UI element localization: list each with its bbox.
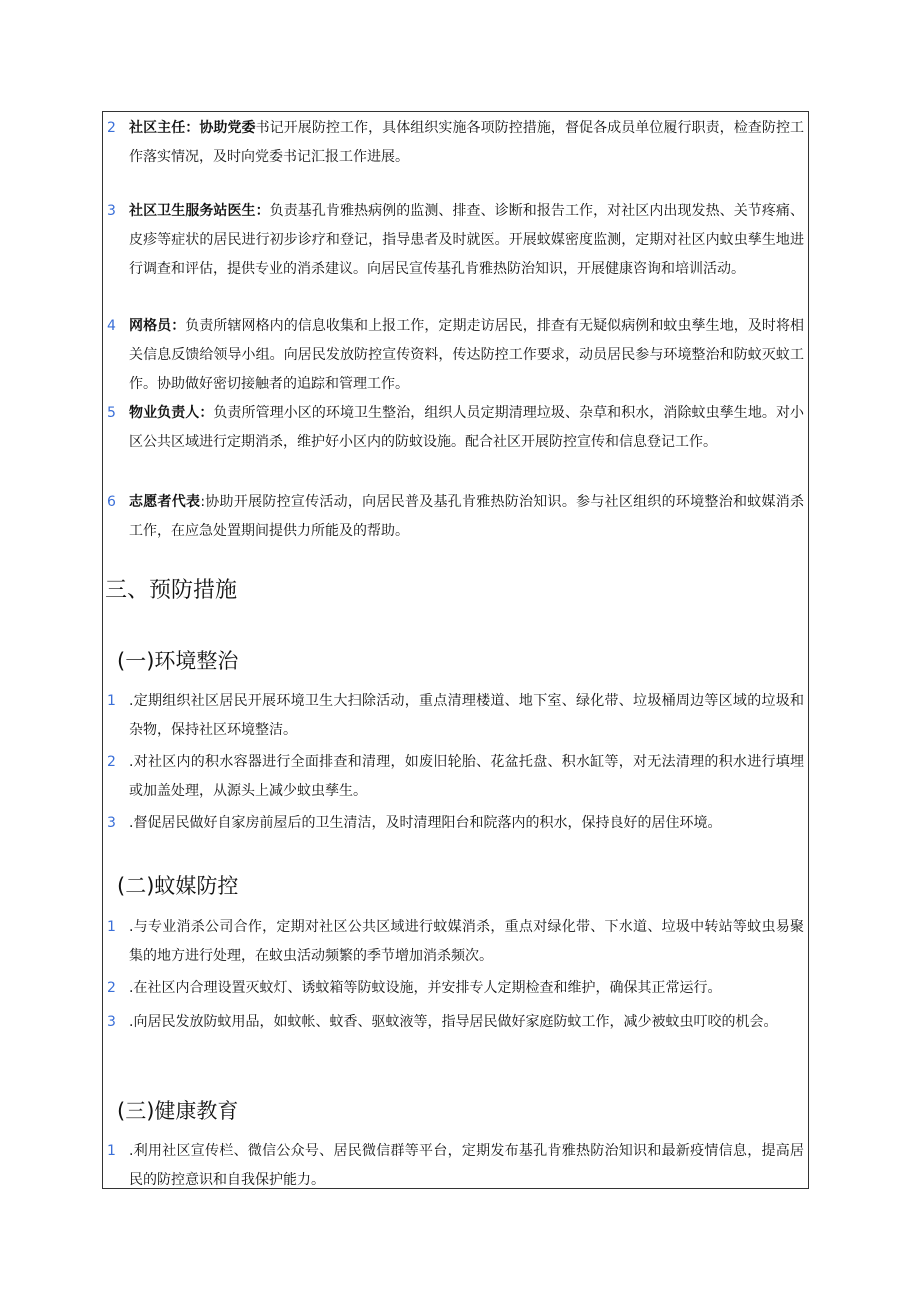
duty-item — [103, 488, 810, 546]
duty-text: 负责所管理小区的环境卫生整治，组织人员定期清理垃圾、杂草和积水，消除蚊虫孳生地。对小区公共区域进行定期消杀，维护好小区内的防蚊设施。配合社区开展防控宣传和信息登记工作。 — [129, 405, 805, 450]
list-item-text: .在社区内合理设置灭蚊灯、诱蚊箱等防蚊设施，并安排专人定期检查和维护，确保其正常运行。 — [129, 980, 722, 996]
list-item — [103, 913, 810, 971]
role-label: 社区卫生服务站医生： — [129, 203, 270, 219]
list-item-text: .督促居民做好自家房前屋后的卫生清洁，及时清理阳台和院落内的积水，保持良好的居住环境。 — [129, 815, 722, 831]
role-label: 志愿者代表 — [129, 494, 201, 510]
role-label: 社区主任：协助党委 — [129, 120, 256, 136]
list-item — [103, 1008, 810, 1037]
list-number: 2 — [107, 980, 116, 996]
role-label: 物业负责人： — [129, 405, 214, 421]
subsection-title-environment: (一)环境整治 — [117, 649, 239, 673]
list-item — [103, 687, 810, 745]
list-number: 2 — [107, 754, 116, 770]
duty-text: 书记开展防控工作，具体组织实施各项防控措施，督促各成员单位履行职责，检查防控工作落实情况，及时向党委书记汇报工作进展。 — [129, 120, 805, 165]
list-number: 3 — [107, 1014, 116, 1030]
duty-item — [103, 312, 810, 399]
subsection-title-health-education: (三)健康教育 — [117, 1099, 239, 1123]
list-number: 3 — [107, 815, 116, 831]
list-number: 6 — [107, 494, 116, 510]
list-item-text: .利用社区宣传栏、微信公众号、居民微信群等平台，定期发布基孔肯雅热防治知识和最新疫情信息，提高居民的防控意识和自我保护能力。 — [129, 1143, 804, 1188]
list-item-text: .与专业消杀公司合作，定期对社区公共区域进行蚊媒消杀，重点对绿化带、下水道、垃圾中转站等蚊虫易聚集的地方进行处理，在蚊虫活动频繁的季节增加消杀频次。 — [129, 919, 804, 964]
list-item-text: .定期组织社区居民开展环境卫生大扫除活动，重点清理楼道、地下室、绿化带、垃圾桶周边等区域的垃圾和杂物，保持社区环境整洁。 — [129, 693, 804, 738]
list-item-text: .向居民发放防蚊用品，如蚊帐、蚊香、驱蚊液等，指导居民做好家庭防蚊工作，减少被蚊虫叮咬的机会。 — [129, 1014, 778, 1030]
role-label: 网格员： — [129, 318, 186, 334]
list-item — [103, 1137, 810, 1195]
duty-item — [103, 197, 810, 284]
duty-text: :协助开展防控宣传活动，向居民普及基孔肯雅热防治知识。参与社区组织的环境整治和蚊媒消杀工作，在应急处置期间提供力所能及的帮助。 — [129, 494, 805, 539]
list-number: 2 — [107, 120, 116, 136]
document-frame — [102, 111, 809, 1189]
subsection-title-vector-control: (二)蚊媒防控 — [117, 874, 239, 898]
list-item — [103, 974, 810, 1003]
list-item — [103, 809, 810, 838]
list-number: 1 — [107, 693, 116, 709]
duty-text: 负责基孔肯雅热病例的监测、排查、诊断和报告工作，对社区内出现发热、关节疼痛、皮疹等症状的居民进行初步诊疗和登记，指导患者及时就医。开展蚊媒密度监测，定期对社区内蚊虫孳生地进行调查和评估，提供专业的消杀建议。向居民宣传基孔肯雅热防治知识，开展健康咨询和培训活动。 — [129, 203, 804, 277]
list-number: 1 — [107, 919, 116, 935]
list-number: 4 — [107, 318, 116, 334]
duty-item — [103, 399, 810, 457]
duty-item — [103, 114, 810, 172]
duty-text: 负责所辖网格内的信息收集和上报工作，定期走访居民，排查有无疑似病例和蚊虫孳生地，及时将相关信息反馈给领导小组。向居民发放防控宣传资料，传达防控工作要求，动员居民参与环境整治和防蚊灭蚊工作。协助做好密切接触者的追踪和管理工作。 — [129, 318, 805, 392]
list-number: 1 — [107, 1143, 116, 1159]
section-title: 三、预防措施 — [105, 578, 238, 603]
list-item — [103, 748, 810, 806]
list-item-text: .对社区内的积水容器进行全面排查和清理，如废旧轮胎、花盆托盘、积水缸等，对无法清理的积水进行填埋或加盖处理，从源头上减少蚊虫孳生。 — [129, 754, 804, 799]
list-number: 3 — [107, 203, 116, 219]
list-number: 5 — [107, 405, 116, 421]
